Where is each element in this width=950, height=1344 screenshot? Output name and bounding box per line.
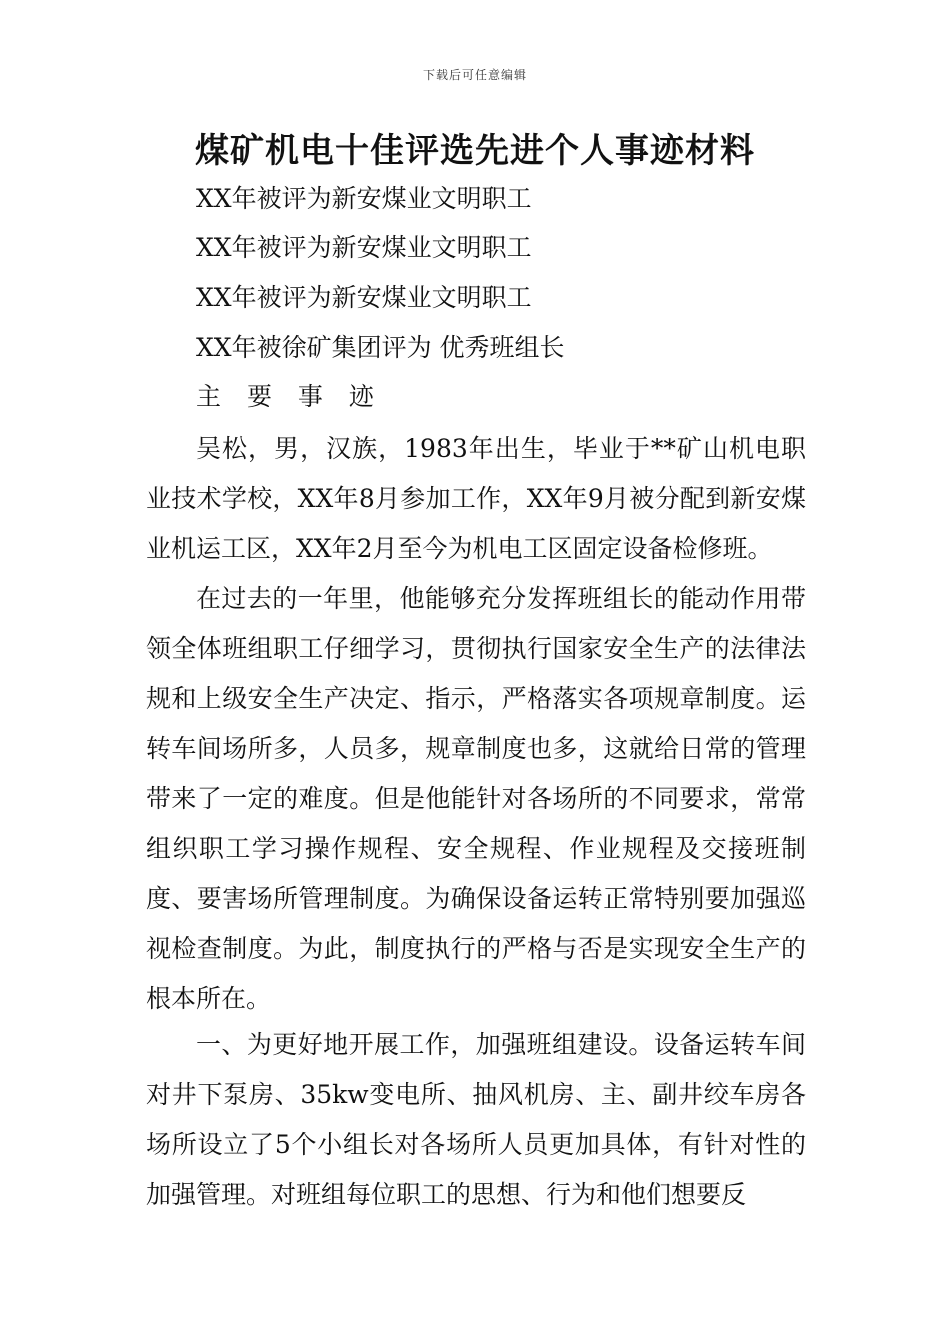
award-line-2: XX年被评为新安煤业文明职工 [196,233,532,262]
document-title: 煤矿机电十佳评选先进个人事迹材料 [195,131,755,171]
award-line-3: XX年被评为新安煤业文明职工 [196,283,532,312]
paragraph-1: 吴松，男，汉族，1983年出生，毕业于**矿山机电职业技术学校，XX年8月参加工作，XX年9月被分配到新安煤业机运工区，XX年2月至今为机电工区固定设备检修班。 [146,434,806,563]
header-note: 下载后可任意编辑 [422,68,527,82]
paragraph-3: 一、为更好地开展工作，加强班组建设。设备运转车间对井下泵房、35kw变电所、抽风机房、主、副井绞车房各场所设立了5个小组长对各场所人员更加具体，有针对性的加强管理。对班组每位职工的思想、行为和他们想要反 [146,1030,806,1209]
section-heading: 主 要 事 迹 [196,382,380,411]
award-line-1: XX年被评为新安煤业文明职工 [196,184,532,213]
paragraph-2: 在过去的一年里，他能够充分发挥班组长的能动作用带领全体班组职工仔细学习，贯彻执行国家安全生产的法律法规和上级安全生产决定、指示，严格落实各项规章制度。运转车间场所多，人员多，规章制度也多，这就给日常的管理带来了一定的难度。但是他能针对各场所的不同要求，常常组织职工学习操作规程、安全规程、作业规程及交接班制度、要害场所管理制度。为确保设备运转正常特别要加强巡视检查制度。为此，制度执行的严格与否是实现安全生产的根本所在。 [146,584,806,1013]
award-line-4: XX年被徐矿集团评为 优秀班组长 [196,333,565,362]
